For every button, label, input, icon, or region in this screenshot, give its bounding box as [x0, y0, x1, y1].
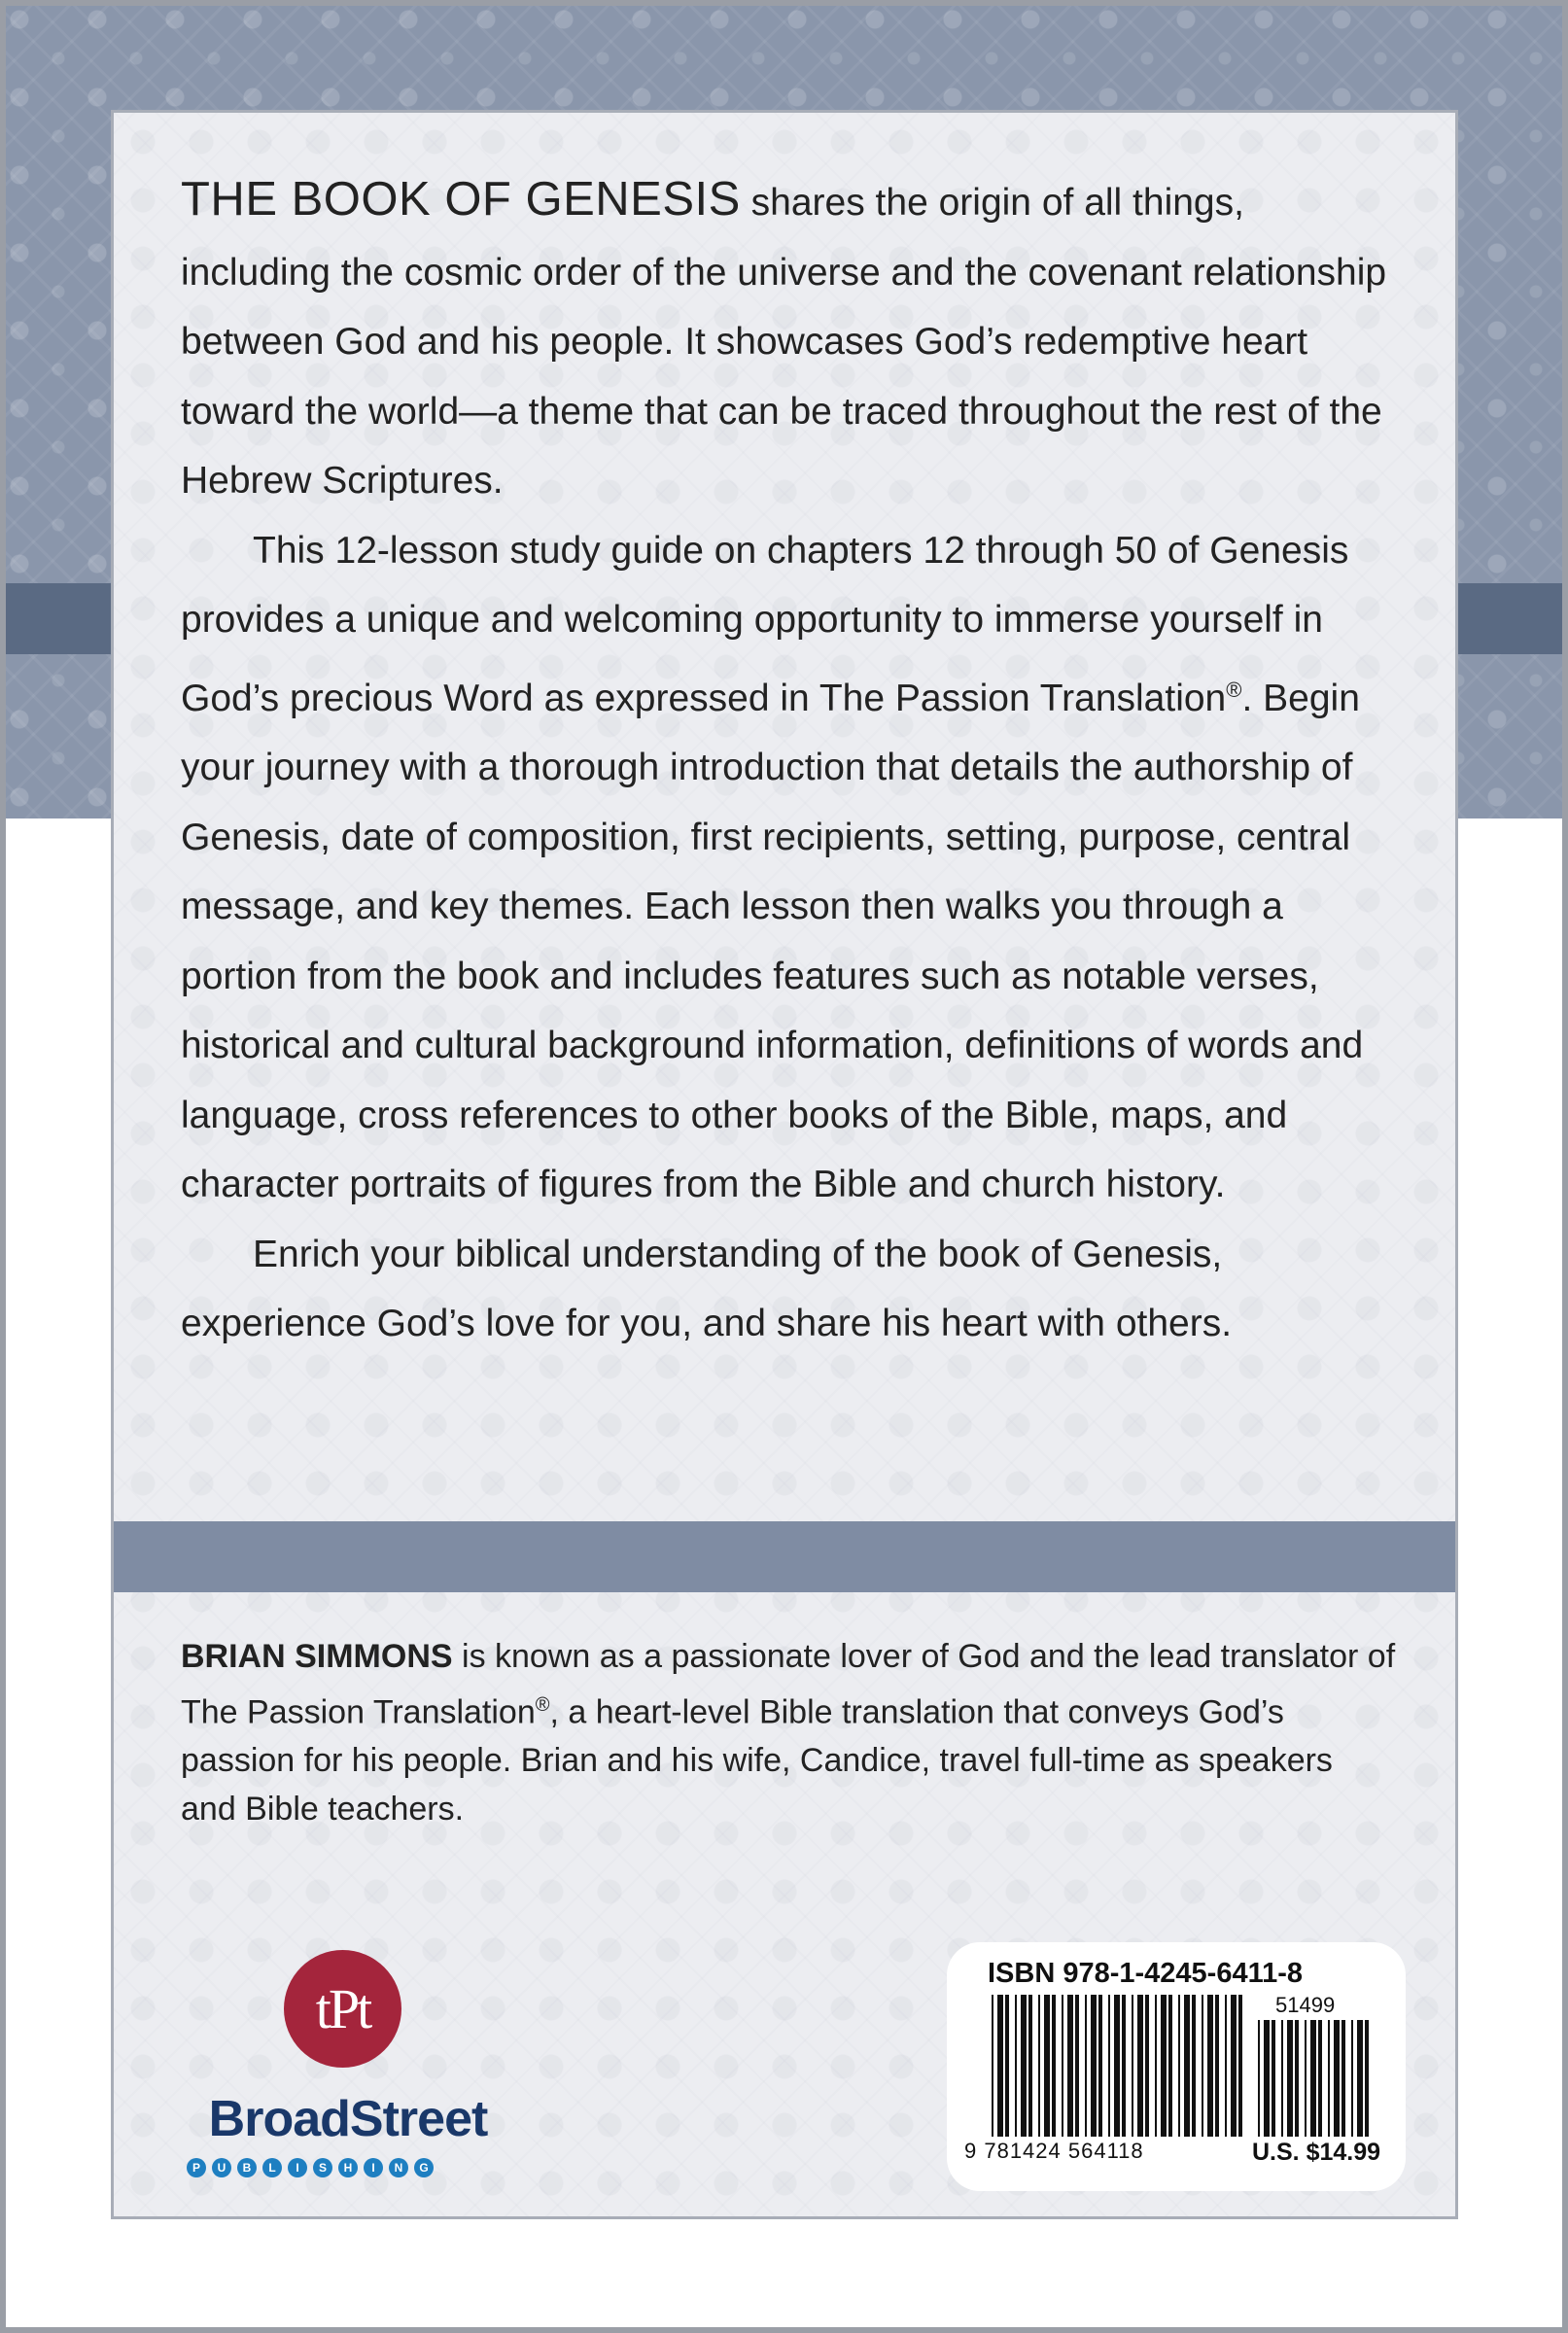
barcode-bar	[1075, 1995, 1079, 2137]
barcode-bar	[997, 1995, 1003, 2137]
isbn-label: ISBN 978-1-4245-6411-8	[988, 1958, 1304, 1989]
barcode-bar	[1178, 1995, 1180, 2137]
price-label: U.S. $14.99	[1252, 2139, 1381, 2166]
paragraph-1-text: shares the origin of all things, including the cosmic order of the universe and the covenant relationship between God and his people. It showcases God’s redemptive heart toward the world—a theme that can be traced throughout the rest of the Hebrew Scriptures.	[181, 182, 1387, 502]
barcode-bar	[1351, 2020, 1353, 2137]
barcode-bar	[1281, 2020, 1283, 2137]
barcode-bar	[1005, 1995, 1009, 2137]
paragraph-2-text-b: . Begin your journey with a thorough introduction that details the authorship of Genesis, date of composition, first recipients, setting, purpose, central message, and key themes. Each lesson then walks you through a portion from the book and includes features such as notable verses, historical and cultural background information, definitions of words and language, cross references to other books of the Bible, maps, and character portraits of figures from the Bible and church history.	[181, 677, 1364, 1205]
barcode-bar	[1114, 1995, 1120, 2137]
barcode-bar	[1342, 2020, 1345, 2137]
publisher-sub-letter: S	[313, 2158, 332, 2177]
barcode-bar	[1238, 1995, 1242, 2137]
barcode-bar	[992, 1995, 993, 2137]
barcode-bar	[1044, 1995, 1050, 2137]
book-title-lead: THE BOOK OF GENESIS	[181, 173, 741, 226]
publisher-sub-letter: P	[187, 2158, 206, 2177]
barcode-bar	[1365, 2020, 1369, 2137]
publisher-logo	[183, 1944, 513, 2197]
description-paragraph-1	[181, 165, 1396, 516]
barcode-bar	[1328, 2020, 1330, 2137]
publisher-sub-letter: I	[364, 2158, 383, 2177]
publisher-sub-letter: B	[237, 2158, 257, 2177]
barcode-bar	[1192, 1995, 1196, 2137]
barcode-bar	[1085, 1995, 1087, 2137]
barcode-bar	[1145, 1995, 1149, 2137]
barcode-bar	[1028, 1995, 1032, 2137]
publisher-sub-letter: N	[389, 2158, 408, 2177]
barcode-bar	[1231, 1995, 1237, 2137]
barcode-bar	[1122, 1995, 1126, 2137]
barcode-bar	[1062, 1995, 1063, 2137]
barcode-bar	[1155, 1995, 1157, 2137]
barcode-bar	[1184, 1995, 1190, 2137]
publisher-name: BroadStreet	[208, 2091, 488, 2147]
publisher-sub-letter: G	[414, 2158, 434, 2177]
barcode-bar	[1015, 1995, 1017, 2137]
tpt-monogram-icon: tPt	[284, 1950, 401, 2068]
barcode-bar	[1137, 1995, 1143, 2137]
addon-barcode-icon	[1258, 2020, 1378, 2137]
barcode-bar	[1052, 1995, 1056, 2137]
barcode-bar	[1287, 2020, 1293, 2137]
publisher-sub-letter: L	[262, 2158, 282, 2177]
barcode-bar	[1098, 1995, 1102, 2137]
paragraph-3-text: Enrich your biblical understanding of the book of Genesis, experience God’s love for you, and share his heart with others.	[181, 1233, 1233, 1344]
registered-mark: ®	[535, 1694, 550, 1716]
barcode-bar	[1318, 2020, 1322, 2137]
barcode-bar	[1067, 1995, 1073, 2137]
barcode-bar	[1295, 2020, 1299, 2137]
barcode-bar	[1357, 2020, 1363, 2137]
author-name: BRIAN SIMMONS	[181, 1638, 453, 1675]
barcode-bar	[1091, 1995, 1097, 2137]
barcode-bar	[1108, 1995, 1110, 2137]
addon-digits: 51499	[1275, 1993, 1336, 2017]
author-bio-text-b: , a heart-level Bible translation that conveys God’s passion for his people. Brian and his wife, Candice, travel full-time as speakers and Bible teachers.	[181, 1693, 1333, 1828]
barcode-bar	[1161, 1995, 1167, 2137]
registered-mark: ®	[1226, 677, 1242, 702]
paragraph-2-text-a: This 12-lesson study guide on chapters 12 through 50 of Genesis provides a unique and welcoming opportunity to immerse yourself in God’s precious Word as expressed in The Passion Translation	[181, 529, 1349, 719]
barcode-bar	[1038, 1995, 1040, 2137]
publisher-sub-letter: U	[212, 2158, 231, 2177]
publisher-sub-letter: H	[338, 2158, 358, 2177]
divider-band	[114, 1521, 1455, 1592]
barcode-bar	[1207, 1995, 1213, 2137]
barcode-bar	[1225, 1995, 1227, 2137]
barcode-bar	[1132, 1995, 1133, 2137]
description-paragraph-3	[181, 1220, 1396, 1359]
publisher-sub-letter: I	[288, 2158, 307, 2177]
barcode-box	[947, 1942, 1406, 2191]
barcode-bar	[1310, 2020, 1316, 2137]
ean-barcode-icon	[992, 1995, 1246, 2137]
barcode-bar	[1258, 2020, 1260, 2137]
publisher-subtitle	[187, 2158, 517, 2177]
description-paragraph-2	[181, 516, 1396, 1220]
author-bio-text-a: is known as a passionate lover of God and the lead translator of The Passion Translation	[181, 1638, 1396, 1731]
barcode-bar	[1168, 1995, 1172, 2137]
barcode-bar	[1334, 2020, 1340, 2137]
book-description	[181, 165, 1396, 1359]
barcode-bar	[1215, 1995, 1219, 2137]
ean-digits: 9 781424 564118	[964, 2139, 1144, 2163]
author-bio	[181, 1632, 1396, 1833]
barcode-bar	[1272, 2020, 1275, 2137]
barcode-bar	[1264, 2020, 1270, 2137]
barcode-bar	[1305, 2020, 1307, 2137]
barcode-bar	[1021, 1995, 1027, 2137]
barcode-bar	[1202, 1995, 1203, 2137]
